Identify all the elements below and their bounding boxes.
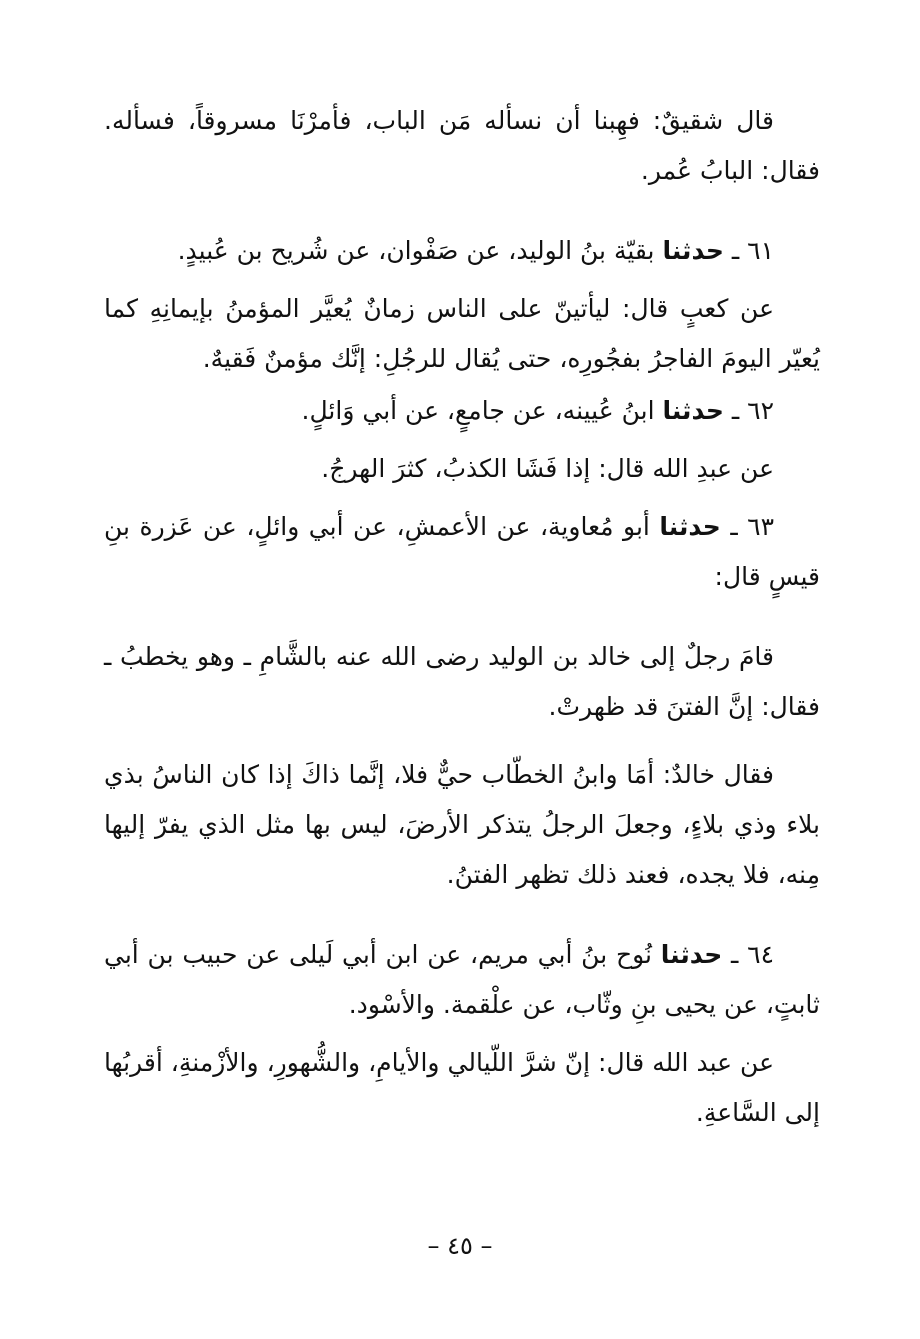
spacer (104, 732, 820, 750)
hadith-61-number: ٦١ (747, 236, 774, 265)
hadith-63-separator: ـ (720, 512, 748, 541)
hadith-64-text: عن عبد الله قال: إنّ شرَّ اللّيالي والأيامِ، والشُّهورِ، والأزْمنةِ، أقربُها إلى السَّاعةِ. (104, 1048, 820, 1127)
spacer (104, 196, 820, 226)
hadith-61-separator: ـ (723, 236, 748, 265)
spacer (104, 900, 820, 930)
hadith-62-chain (104, 386, 820, 436)
hadith-63-text-b: فقال خالدٌ: أمَا وابنُ الخطّاب حيٌّ فلا، إنَّما ذاكَ إذا كان الناسُ بذي بلاء وذي بلاءٍ، وجعلَ الرجلُ يتذكر الأرضَ، ليس بها مثل الذي يفرّ إليها مِنه، فلا يجده، فعند ذلك تظهر الفتنُ. (104, 760, 820, 889)
hadith-62-keyword: حدثنا (662, 396, 724, 425)
hadith-64-number: ٦٤ (747, 940, 775, 969)
paragraph-shaqiq: قال شقيقٌ: فهِبنا أن نسأله مَن الباب، فأمرْنَا مسروقاً، فسأله. فقال: البابُ عُمر. (104, 106, 820, 185)
spacer (104, 436, 820, 444)
hadith-63-text-a: قامَ رجلٌ إلى خالد بن الوليد رضى الله عنه بالشَّامِ ـ وهو يخطبُ ـ فقال: إنَّ الفتنَ قد ظهرتْ. (104, 642, 820, 721)
hadith-63-keyword: حدثنا (659, 512, 721, 541)
hadith-61-text: عن كعبٍ قال: ليأتينّ على الناس زمانٌ يُعيَّر المؤمنُ بإيمانِهِ كما يُعيّر اليومَ الفاجرُ بفجُورِه، حتى يُقال للرجُلِ: إنَّك مؤمنٌ فَقيهٌ. (104, 294, 820, 373)
hadith-64-separator: ـ (722, 940, 748, 969)
hadith-62-narrators: ابنُ عُيينه، عن جامعٍ، عن أبي وَائلٍ. (301, 396, 663, 425)
spacer (104, 1030, 820, 1038)
spacer (104, 276, 820, 284)
hadith-61-narrators: بقيّة بنُ الوليد، عن صَفْوان، عن شُريح بن عُبيدٍ. (177, 236, 663, 265)
hadith-61-keyword: حدثنا (662, 236, 724, 265)
hadith-64-chain (104, 930, 820, 1030)
hadith-62-separator: ـ (723, 396, 748, 425)
hadith-61-chain (104, 226, 820, 276)
hadith-62-text: عن عبدِ الله قال: إذا فَشَا الكذبُ، كثرَ الهرجُ. (321, 454, 774, 483)
hadith-64-narrators: نُوح بنُ أبي مريم، عن ابن أبي لَيلى عن حبيب بن أبي ثابتٍ، عن يحيى بنِ وثّاب، عن علْقمة. والأسْود. (104, 940, 820, 1019)
hadith-63-narrators: أبو مُعاوية، عن الأعمشِ، عن أبي وائلٍ، عن عَزرة بنِ قيسٍ قال: (104, 512, 820, 591)
hadith-62-number: ٦٢ (747, 396, 774, 425)
spacer (104, 602, 820, 632)
page-number: – ٤٥ – (427, 1232, 493, 1260)
spacer (104, 494, 820, 502)
hadith-63-chain (104, 502, 820, 602)
hadith-64-keyword: حدثنا (660, 940, 723, 969)
hadith-63-number: ٦٣ (747, 512, 774, 541)
